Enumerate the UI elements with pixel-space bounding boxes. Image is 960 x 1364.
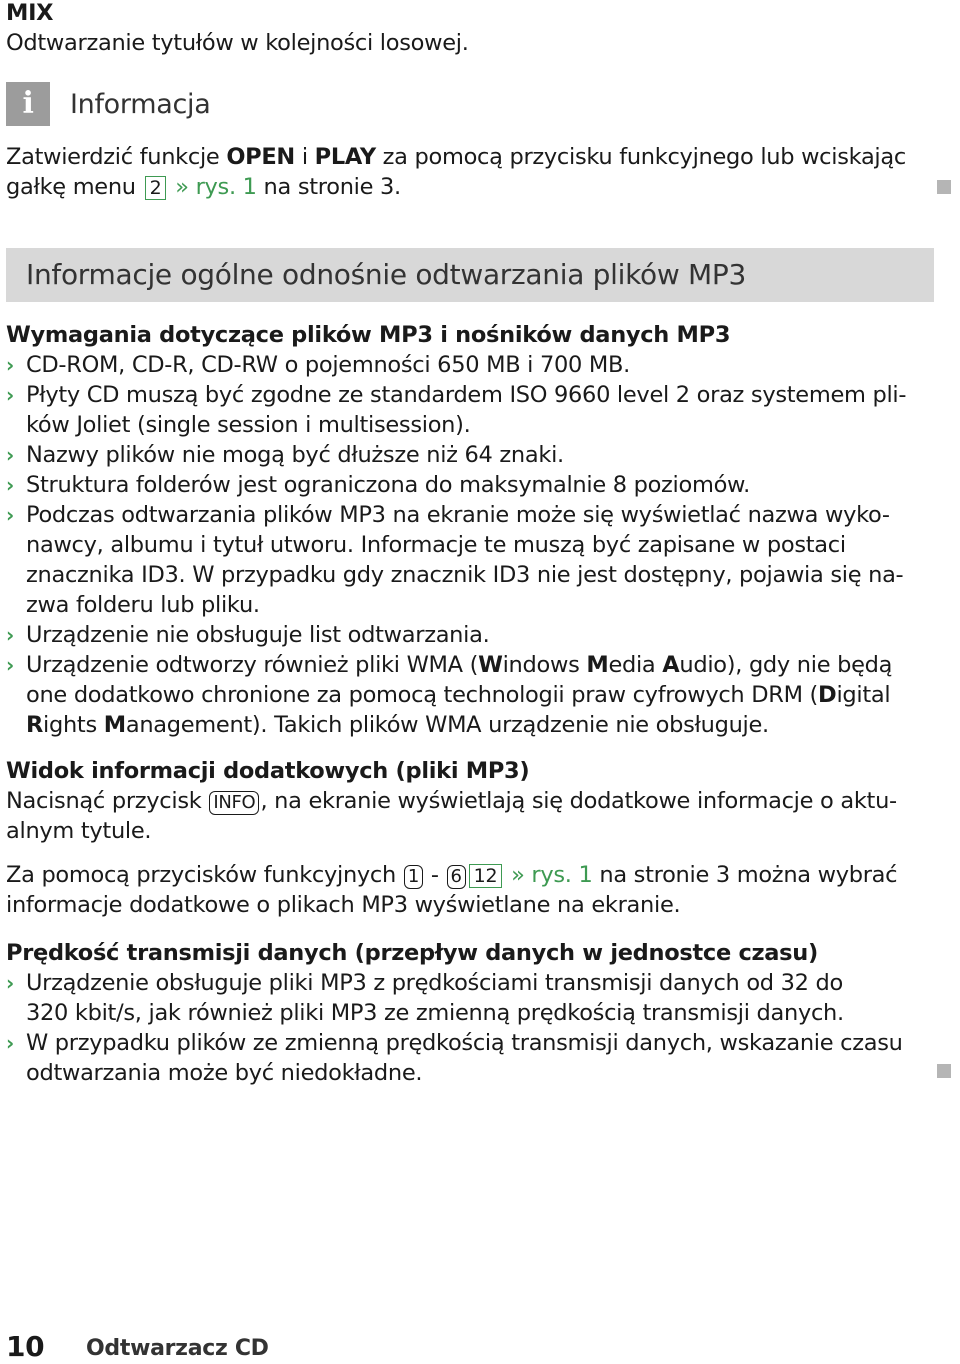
end-of-section-marker (937, 1064, 951, 1078)
end-of-section-marker (937, 180, 951, 194)
requirements-heading: Wymagania dotyczące plików MP3 i nośników danych MP3 (6, 322, 731, 348)
info-line-1: Zatwierdzić funkcje OPEN i PLAY za pomocą przycisku funkcyjnego lub wciskając (6, 144, 906, 170)
list-item: › Urządzenie obsługuje pliki MP3 z prędkościami transmisji danych od 32 do (6, 970, 843, 996)
mix-heading: MIX (6, 0, 54, 26)
list-item-continuation: zwa folderu lub pliku. (26, 592, 260, 618)
bullet-chevron-icon: › (6, 623, 14, 647)
list-item: › Urządzenie odtworzy również pliki WMA (Windows Media Audio), gdy nie będą (6, 652, 893, 678)
function-keys-ref-12: 12 (469, 864, 503, 888)
list-item: › W przypadku plików ze zmienną prędkością transmisji danych, wskazanie czasu (6, 1030, 903, 1056)
extra-info-p2-line-2: informacje dodatkowe o plikach MP3 wyświetlane na ekranie. (6, 892, 681, 918)
list-item-continuation: znacznika ID3. W przypadku gdy znacznik ID3 nie jest dostępny, pojawia się na- (26, 562, 904, 588)
function-key-1: 1 (404, 865, 423, 889)
bullet-chevron-icon: › (6, 971, 14, 995)
list-item-continuation: nawcy, albumu i tytuł utworu. Informacje te muszą być zapisane w postaci (26, 532, 846, 558)
extra-info-p2-line-1: Za pomocą przycisków funkcyjnych 1 - 6 12 » rys. 1 na stronie 3 można wybrać (6, 862, 898, 888)
info-line-2: gałkę menu 2 » rys. 1 na stronie 3. (6, 174, 401, 200)
list-item: › Podczas odtwarzania plików MP3 na ekranie może się wyświetlać nazwa wyko- (6, 502, 890, 528)
list-item: › CD-ROM, CD-R, CD-RW o pojemności 650 MB i 700 MB. (6, 352, 630, 378)
figure-reference-link[interactable]: » rys. 1 (504, 862, 593, 888)
info-title: Informacja (70, 89, 211, 120)
list-item-continuation: ków Joliet (single session i multisession). (26, 412, 471, 438)
bitrate-heading: Prędkość transmisji danych (przepływ danych w jednostce czasu) (6, 940, 818, 966)
mix-description: Odtwarzanie tytułów w kolejności losowej. (6, 30, 469, 56)
chapter-title: Odtwarzacz CD (86, 1336, 269, 1361)
list-item-continuation: one dodatkowo chronione za pomocą technologii praw cyfrowych DRM (Digital (26, 682, 891, 708)
list-item: › Urządzenie nie obsługuje list odtwarzania. (6, 622, 490, 648)
bullet-chevron-icon: › (6, 443, 14, 467)
list-item: › Struktura folderów jest ograniczona do maksymalnie 8 poziomów. (6, 472, 750, 498)
list-item: › Płyty CD muszą być zgodne ze standardem ISO 9660 level 2 oraz systemem pli- (6, 382, 907, 408)
list-item: › Nazwy plików nie mogą być dłuższe niż 64 znaki. (6, 442, 564, 468)
figure-reference-link[interactable]: » rys. 1 (168, 174, 257, 200)
bullet-chevron-icon: › (6, 473, 14, 497)
info-key: INFO (209, 791, 259, 815)
list-item-continuation: odtwarzania może być niedokładne. (26, 1060, 423, 1086)
bullet-chevron-icon: › (6, 653, 14, 677)
info-icon: i (6, 82, 50, 126)
extra-info-line-1: Nacisnąć przycisk INFO , na ekranie wyświetlają się dodatkowe informacje o aktu- (6, 788, 897, 814)
bullet-chevron-icon: › (6, 503, 14, 527)
page-number: 10 (6, 1330, 45, 1363)
function-key-6: 6 (447, 865, 466, 889)
extra-info-heading: Widok informacji dodatkowych (pliki MP3) (6, 758, 530, 784)
section-title: Informacje ogólne odnośnie odtwarzania plików MP3 (26, 258, 746, 291)
list-item-continuation: 320 kbit/s, jak również pliki MP3 ze zmienną prędkością transmisji danych. (26, 1000, 844, 1026)
menu-knob-key: 2 (145, 176, 167, 200)
list-item-continuation: Rights Management). Takich plików WMA urządzenie nie obsługuje. (26, 712, 769, 738)
extra-info-line-2: alnym tytule. (6, 818, 152, 844)
bullet-chevron-icon: › (6, 353, 14, 377)
bullet-chevron-icon: › (6, 1031, 14, 1055)
bullet-chevron-icon: › (6, 383, 14, 407)
